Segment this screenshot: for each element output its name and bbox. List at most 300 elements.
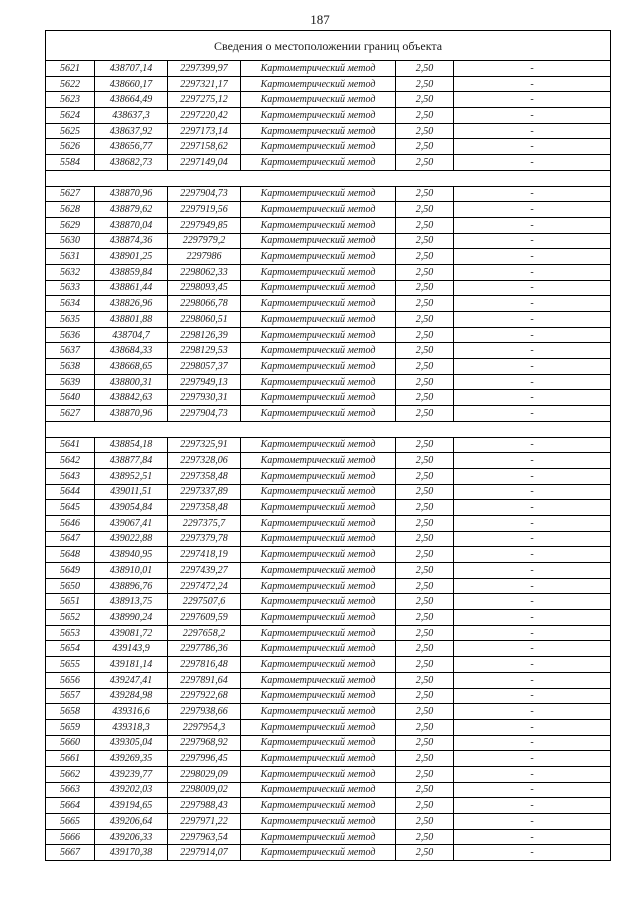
group-separator-cell <box>46 421 611 437</box>
method-cell: Картометрический метод <box>241 453 396 469</box>
table-row <box>46 61 611 77</box>
table-row <box>46 594 611 610</box>
table-row <box>46 343 611 359</box>
x-coordinate-cell: 438704,7 <box>95 327 168 343</box>
x-coordinate-cell: 438910,01 <box>95 563 168 579</box>
accuracy-cell: 2,50 <box>396 92 454 108</box>
table-row <box>46 264 611 280</box>
method-cell: Картометрический метод <box>241 500 396 516</box>
x-coordinate-cell: 439239,77 <box>95 766 168 782</box>
point-number-cell: 5660 <box>46 735 95 751</box>
x-coordinate-cell: 438656,77 <box>95 139 168 155</box>
accuracy-cell: 2,50 <box>396 453 454 469</box>
x-coordinate-cell: 439011,51 <box>95 484 168 500</box>
x-coordinate-cell: 439206,64 <box>95 814 168 830</box>
description-cell: - <box>454 704 611 720</box>
point-number-cell: 5666 <box>46 829 95 845</box>
x-coordinate-cell: 438682,73 <box>95 155 168 171</box>
description-cell: - <box>454 264 611 280</box>
y-coordinate-cell: 2298126,39 <box>168 327 241 343</box>
x-coordinate-cell: 439194,65 <box>95 798 168 814</box>
accuracy-cell: 2,50 <box>396 829 454 845</box>
point-number-cell: 5646 <box>46 515 95 531</box>
table-row <box>46 814 611 830</box>
x-coordinate-cell: 438901,25 <box>95 249 168 265</box>
table-row <box>46 76 611 92</box>
accuracy-cell: 2,50 <box>396 704 454 720</box>
description-cell: - <box>454 782 611 798</box>
point-number-cell: 5621 <box>46 61 95 77</box>
method-cell: Картометрический метод <box>241 343 396 359</box>
point-number-cell: 5632 <box>46 264 95 280</box>
accuracy-cell: 2,50 <box>396 61 454 77</box>
accuracy-cell: 2,50 <box>396 782 454 798</box>
table-row <box>46 641 611 657</box>
method-cell: Картометрический метод <box>241 280 396 296</box>
accuracy-cell: 2,50 <box>396 735 454 751</box>
accuracy-cell: 2,50 <box>396 374 454 390</box>
table-row <box>46 280 611 296</box>
method-cell: Картометрический метод <box>241 92 396 108</box>
method-cell: Картометрический метод <box>241 563 396 579</box>
description-cell: - <box>454 500 611 516</box>
point-number-cell: 5651 <box>46 594 95 610</box>
table-row <box>46 719 611 735</box>
y-coordinate-cell: 2298060,51 <box>168 312 241 328</box>
point-number-cell: 5650 <box>46 578 95 594</box>
x-coordinate-cell: 439181,14 <box>95 657 168 673</box>
method-cell: Картометрический метод <box>241 233 396 249</box>
y-coordinate-cell: 2297337,89 <box>168 484 241 500</box>
y-coordinate-cell: 2297954,3 <box>168 719 241 735</box>
description-cell: - <box>454 814 611 830</box>
table-row <box>46 547 611 563</box>
point-number-cell: 5625 <box>46 123 95 139</box>
y-coordinate-cell: 2297938,66 <box>168 704 241 720</box>
method-cell: Картометрический метод <box>241 719 396 735</box>
description-cell: - <box>454 343 611 359</box>
table-row <box>46 688 611 704</box>
point-number-cell: 5636 <box>46 327 95 343</box>
accuracy-cell: 2,50 <box>396 312 454 328</box>
x-coordinate-cell: 438861,44 <box>95 280 168 296</box>
method-cell: Картометрический метод <box>241 578 396 594</box>
y-coordinate-cell: 2298062,33 <box>168 264 241 280</box>
description-cell: - <box>454 641 611 657</box>
y-coordinate-cell: 2297988,43 <box>168 798 241 814</box>
description-cell: - <box>454 531 611 547</box>
x-coordinate-cell: 438870,96 <box>95 186 168 202</box>
table-row <box>46 657 611 673</box>
table-row <box>46 468 611 484</box>
x-coordinate-cell: 439054,84 <box>95 500 168 516</box>
y-coordinate-cell: 2297963,54 <box>168 829 241 845</box>
y-coordinate-cell: 2297379,78 <box>168 531 241 547</box>
description-cell: - <box>454 92 611 108</box>
description-cell: - <box>454 61 611 77</box>
y-coordinate-cell: 2297971,22 <box>168 814 241 830</box>
x-coordinate-cell: 438842,63 <box>95 390 168 406</box>
method-cell: Картометрический метод <box>241 704 396 720</box>
x-coordinate-cell: 438668,65 <box>95 359 168 375</box>
accuracy-cell: 2,50 <box>396 359 454 375</box>
table-row <box>46 625 611 641</box>
accuracy-cell: 2,50 <box>396 625 454 641</box>
point-number-cell: 5635 <box>46 312 95 328</box>
group-separator-row <box>46 170 611 186</box>
point-number-cell: 5639 <box>46 374 95 390</box>
method-cell: Картометрический метод <box>241 61 396 77</box>
point-number-cell: 5655 <box>46 657 95 673</box>
description-cell: - <box>454 123 611 139</box>
group-separator-cell <box>46 170 611 186</box>
description-cell: - <box>454 406 611 422</box>
accuracy-cell: 2,50 <box>396 390 454 406</box>
y-coordinate-cell: 2297949,13 <box>168 374 241 390</box>
method-cell: Картометрический метод <box>241 735 396 751</box>
table-row <box>46 515 611 531</box>
accuracy-cell: 2,50 <box>396 814 454 830</box>
page-number: 187 <box>310 12 330 27</box>
method-cell: Картометрический метод <box>241 249 396 265</box>
point-number-cell: 5584 <box>46 155 95 171</box>
point-number-cell: 5637 <box>46 343 95 359</box>
accuracy-cell: 2,50 <box>396 719 454 735</box>
x-coordinate-cell: 438826,96 <box>95 296 168 312</box>
description-cell: - <box>454 296 611 312</box>
x-coordinate-cell: 438684,33 <box>95 343 168 359</box>
x-coordinate-cell: 439143,9 <box>95 641 168 657</box>
method-cell: Картометрический метод <box>241 766 396 782</box>
x-coordinate-cell: 439318,3 <box>95 719 168 735</box>
accuracy-cell: 2,50 <box>396 249 454 265</box>
x-coordinate-cell: 439170,38 <box>95 845 168 861</box>
method-cell: Картометрический метод <box>241 374 396 390</box>
accuracy-cell: 2,50 <box>396 563 454 579</box>
description-cell: - <box>454 374 611 390</box>
x-coordinate-cell: 438859,84 <box>95 264 168 280</box>
x-coordinate-cell: 438877,84 <box>95 453 168 469</box>
method-cell: Картометрический метод <box>241 751 396 767</box>
accuracy-cell: 2,50 <box>396 327 454 343</box>
description-cell: - <box>454 515 611 531</box>
table-row <box>46 751 611 767</box>
description-cell: - <box>454 202 611 218</box>
table-row <box>46 249 611 265</box>
y-coordinate-cell: 2297914,07 <box>168 845 241 861</box>
x-coordinate-cell: 438952,51 <box>95 468 168 484</box>
accuracy-cell: 2,50 <box>396 657 454 673</box>
x-coordinate-cell: 438707,14 <box>95 61 168 77</box>
table-row <box>46 610 611 626</box>
description-cell: - <box>454 688 611 704</box>
point-number-cell: 5652 <box>46 610 95 626</box>
point-number-cell: 5658 <box>46 704 95 720</box>
accuracy-cell: 2,50 <box>396 500 454 516</box>
point-number-cell: 5630 <box>46 233 95 249</box>
description-cell: - <box>454 453 611 469</box>
point-number-cell: 5647 <box>46 531 95 547</box>
y-coordinate-cell: 2297158,62 <box>168 139 241 155</box>
accuracy-cell: 2,50 <box>396 406 454 422</box>
method-cell: Картометрический метод <box>241 76 396 92</box>
description-cell: - <box>454 751 611 767</box>
table-row <box>46 578 611 594</box>
x-coordinate-cell: 438637,92 <box>95 123 168 139</box>
accuracy-cell: 2,50 <box>396 845 454 861</box>
table-row <box>46 155 611 171</box>
y-coordinate-cell: 2297919,56 <box>168 202 241 218</box>
accuracy-cell: 2,50 <box>396 515 454 531</box>
method-cell: Картометрический метод <box>241 264 396 280</box>
table-row <box>46 845 611 861</box>
x-coordinate-cell: 439305,04 <box>95 735 168 751</box>
method-cell: Картометрический метод <box>241 406 396 422</box>
method-cell: Картометрический метод <box>241 312 396 328</box>
y-coordinate-cell: 2297418,19 <box>168 547 241 563</box>
point-number-cell: 5663 <box>46 782 95 798</box>
y-coordinate-cell: 2297399,97 <box>168 61 241 77</box>
x-coordinate-cell: 438990,24 <box>95 610 168 626</box>
point-number-cell: 5626 <box>46 139 95 155</box>
method-cell: Картометрический метод <box>241 610 396 626</box>
method-cell: Картометрический метод <box>241 484 396 500</box>
x-coordinate-cell: 438870,96 <box>95 406 168 422</box>
description-cell: - <box>454 390 611 406</box>
accuracy-cell: 2,50 <box>396 280 454 296</box>
accuracy-cell: 2,50 <box>396 123 454 139</box>
table-row <box>46 139 611 155</box>
method-cell: Картометрический метод <box>241 672 396 688</box>
table-row <box>46 766 611 782</box>
description-cell: - <box>454 594 611 610</box>
point-number-cell: 5653 <box>46 625 95 641</box>
accuracy-cell: 2,50 <box>396 484 454 500</box>
table-row <box>46 735 611 751</box>
table-row <box>46 531 611 547</box>
accuracy-cell: 2,50 <box>396 108 454 124</box>
point-number-cell: 5628 <box>46 202 95 218</box>
description-cell: - <box>454 108 611 124</box>
accuracy-cell: 2,50 <box>396 468 454 484</box>
description-cell: - <box>454 735 611 751</box>
y-coordinate-cell: 2297968,92 <box>168 735 241 751</box>
y-coordinate-cell: 2298057,37 <box>168 359 241 375</box>
y-coordinate-cell: 2297358,48 <box>168 500 241 516</box>
accuracy-cell: 2,50 <box>396 217 454 233</box>
x-coordinate-cell: 439081,72 <box>95 625 168 641</box>
point-number-cell: 5643 <box>46 468 95 484</box>
method-cell: Картометрический метод <box>241 798 396 814</box>
x-coordinate-cell: 438660,17 <box>95 76 168 92</box>
accuracy-cell: 2,50 <box>396 766 454 782</box>
method-cell: Картометрический метод <box>241 327 396 343</box>
y-coordinate-cell: 2297220,42 <box>168 108 241 124</box>
method-cell: Картометрический метод <box>241 217 396 233</box>
y-coordinate-cell: 2298029,09 <box>168 766 241 782</box>
description-cell: - <box>454 186 611 202</box>
description-cell: - <box>454 625 611 641</box>
accuracy-cell: 2,50 <box>396 343 454 359</box>
point-number-cell: 5662 <box>46 766 95 782</box>
x-coordinate-cell: 439247,41 <box>95 672 168 688</box>
description-cell: - <box>454 155 611 171</box>
method-cell: Картометрический метод <box>241 594 396 610</box>
method-cell: Картометрический метод <box>241 515 396 531</box>
section-title-row <box>46 31 611 61</box>
table-row <box>46 374 611 390</box>
accuracy-cell: 2,50 <box>396 264 454 280</box>
x-coordinate-cell: 439067,41 <box>95 515 168 531</box>
x-coordinate-cell: 438854,18 <box>95 437 168 453</box>
table-row <box>46 484 611 500</box>
description-cell: - <box>454 766 611 782</box>
point-number-cell: 5645 <box>46 500 95 516</box>
y-coordinate-cell: 2297358,48 <box>168 468 241 484</box>
method-cell: Картометрический метод <box>241 359 396 375</box>
point-number-cell: 5664 <box>46 798 95 814</box>
table-row <box>46 453 611 469</box>
x-coordinate-cell: 438801,88 <box>95 312 168 328</box>
table-row <box>46 406 611 422</box>
table-row <box>46 704 611 720</box>
y-coordinate-cell: 2297979,2 <box>168 233 241 249</box>
x-coordinate-cell: 438800,31 <box>95 374 168 390</box>
section-title: Сведения о местоположении границ объекта <box>46 31 611 61</box>
table-row <box>46 108 611 124</box>
description-cell: - <box>454 484 611 500</box>
x-coordinate-cell: 438879,62 <box>95 202 168 218</box>
point-number-cell: 5649 <box>46 563 95 579</box>
y-coordinate-cell: 2297922,68 <box>168 688 241 704</box>
x-coordinate-cell: 439202,03 <box>95 782 168 798</box>
description-cell: - <box>454 719 611 735</box>
x-coordinate-cell: 438940,95 <box>95 547 168 563</box>
x-coordinate-cell: 439206,33 <box>95 829 168 845</box>
accuracy-cell: 2,50 <box>396 751 454 767</box>
table-row <box>46 312 611 328</box>
y-coordinate-cell: 2297930,31 <box>168 390 241 406</box>
method-cell: Картометрический метод <box>241 390 396 406</box>
description-cell: - <box>454 468 611 484</box>
method-cell: Картометрический метод <box>241 139 396 155</box>
y-coordinate-cell: 2297328,06 <box>168 453 241 469</box>
group-separator-row <box>46 421 611 437</box>
y-coordinate-cell: 2297786,36 <box>168 641 241 657</box>
description-cell: - <box>454 657 611 673</box>
method-cell: Картометрический метод <box>241 547 396 563</box>
accuracy-cell: 2,50 <box>396 531 454 547</box>
method-cell: Картометрический метод <box>241 531 396 547</box>
method-cell: Картометрический метод <box>241 657 396 673</box>
table-row <box>46 92 611 108</box>
table-row <box>46 563 611 579</box>
y-coordinate-cell: 2298129,53 <box>168 343 241 359</box>
boundary-coordinates-table <box>45 30 611 861</box>
method-cell: Картометрический метод <box>241 468 396 484</box>
x-coordinate-cell: 438664,49 <box>95 92 168 108</box>
point-number-cell: 5624 <box>46 108 95 124</box>
description-cell: - <box>454 845 611 861</box>
y-coordinate-cell: 2297507,6 <box>168 594 241 610</box>
table-row <box>46 390 611 406</box>
description-cell: - <box>454 437 611 453</box>
table-row <box>46 672 611 688</box>
accuracy-cell: 2,50 <box>396 233 454 249</box>
method-cell: Картометрический метод <box>241 202 396 218</box>
point-number-cell: 5634 <box>46 296 95 312</box>
y-coordinate-cell: 2297949,85 <box>168 217 241 233</box>
description-cell: - <box>454 217 611 233</box>
accuracy-cell: 2,50 <box>396 155 454 171</box>
point-number-cell: 5631 <box>46 249 95 265</box>
table-row <box>46 233 611 249</box>
point-number-cell: 5622 <box>46 76 95 92</box>
y-coordinate-cell: 2297904,73 <box>168 406 241 422</box>
y-coordinate-cell: 2297275,12 <box>168 92 241 108</box>
y-coordinate-cell: 2298009,02 <box>168 782 241 798</box>
accuracy-cell: 2,50 <box>396 202 454 218</box>
table-row <box>46 296 611 312</box>
point-number-cell: 5641 <box>46 437 95 453</box>
description-cell: - <box>454 249 611 265</box>
x-coordinate-cell: 438874,36 <box>95 233 168 249</box>
x-coordinate-cell: 438637,3 <box>95 108 168 124</box>
point-number-cell: 5667 <box>46 845 95 861</box>
table-row <box>46 123 611 139</box>
description-cell: - <box>454 312 611 328</box>
table-row <box>46 202 611 218</box>
method-cell: Картометрический метод <box>241 186 396 202</box>
accuracy-cell: 2,50 <box>396 798 454 814</box>
point-number-cell: 5633 <box>46 280 95 296</box>
table-row <box>46 437 611 453</box>
method-cell: Картометрический метод <box>241 688 396 704</box>
x-coordinate-cell: 439022,88 <box>95 531 168 547</box>
x-coordinate-cell: 438896,76 <box>95 578 168 594</box>
y-coordinate-cell: 2297173,14 <box>168 123 241 139</box>
accuracy-cell: 2,50 <box>396 139 454 155</box>
y-coordinate-cell: 2297325,91 <box>168 437 241 453</box>
description-cell: - <box>454 359 611 375</box>
table-row <box>46 798 611 814</box>
point-number-cell: 5659 <box>46 719 95 735</box>
method-cell: Картометрический метод <box>241 296 396 312</box>
accuracy-cell: 2,50 <box>396 610 454 626</box>
accuracy-cell: 2,50 <box>396 578 454 594</box>
y-coordinate-cell: 2297658,2 <box>168 625 241 641</box>
description-cell: - <box>454 610 611 626</box>
table-row <box>46 782 611 798</box>
y-coordinate-cell: 2297996,45 <box>168 751 241 767</box>
point-number-cell: 5654 <box>46 641 95 657</box>
point-number-cell: 5657 <box>46 688 95 704</box>
method-cell: Картометрический метод <box>241 845 396 861</box>
point-number-cell: 5656 <box>46 672 95 688</box>
description-cell: - <box>454 563 611 579</box>
accuracy-cell: 2,50 <box>396 296 454 312</box>
accuracy-cell: 2,50 <box>396 437 454 453</box>
table-row <box>46 217 611 233</box>
accuracy-cell: 2,50 <box>396 672 454 688</box>
point-number-cell: 5623 <box>46 92 95 108</box>
method-cell: Картометрический метод <box>241 108 396 124</box>
description-cell: - <box>454 672 611 688</box>
description-cell: - <box>454 798 611 814</box>
y-coordinate-cell: 2297609,59 <box>168 610 241 626</box>
description-cell: - <box>454 139 611 155</box>
method-cell: Картометрический метод <box>241 782 396 798</box>
